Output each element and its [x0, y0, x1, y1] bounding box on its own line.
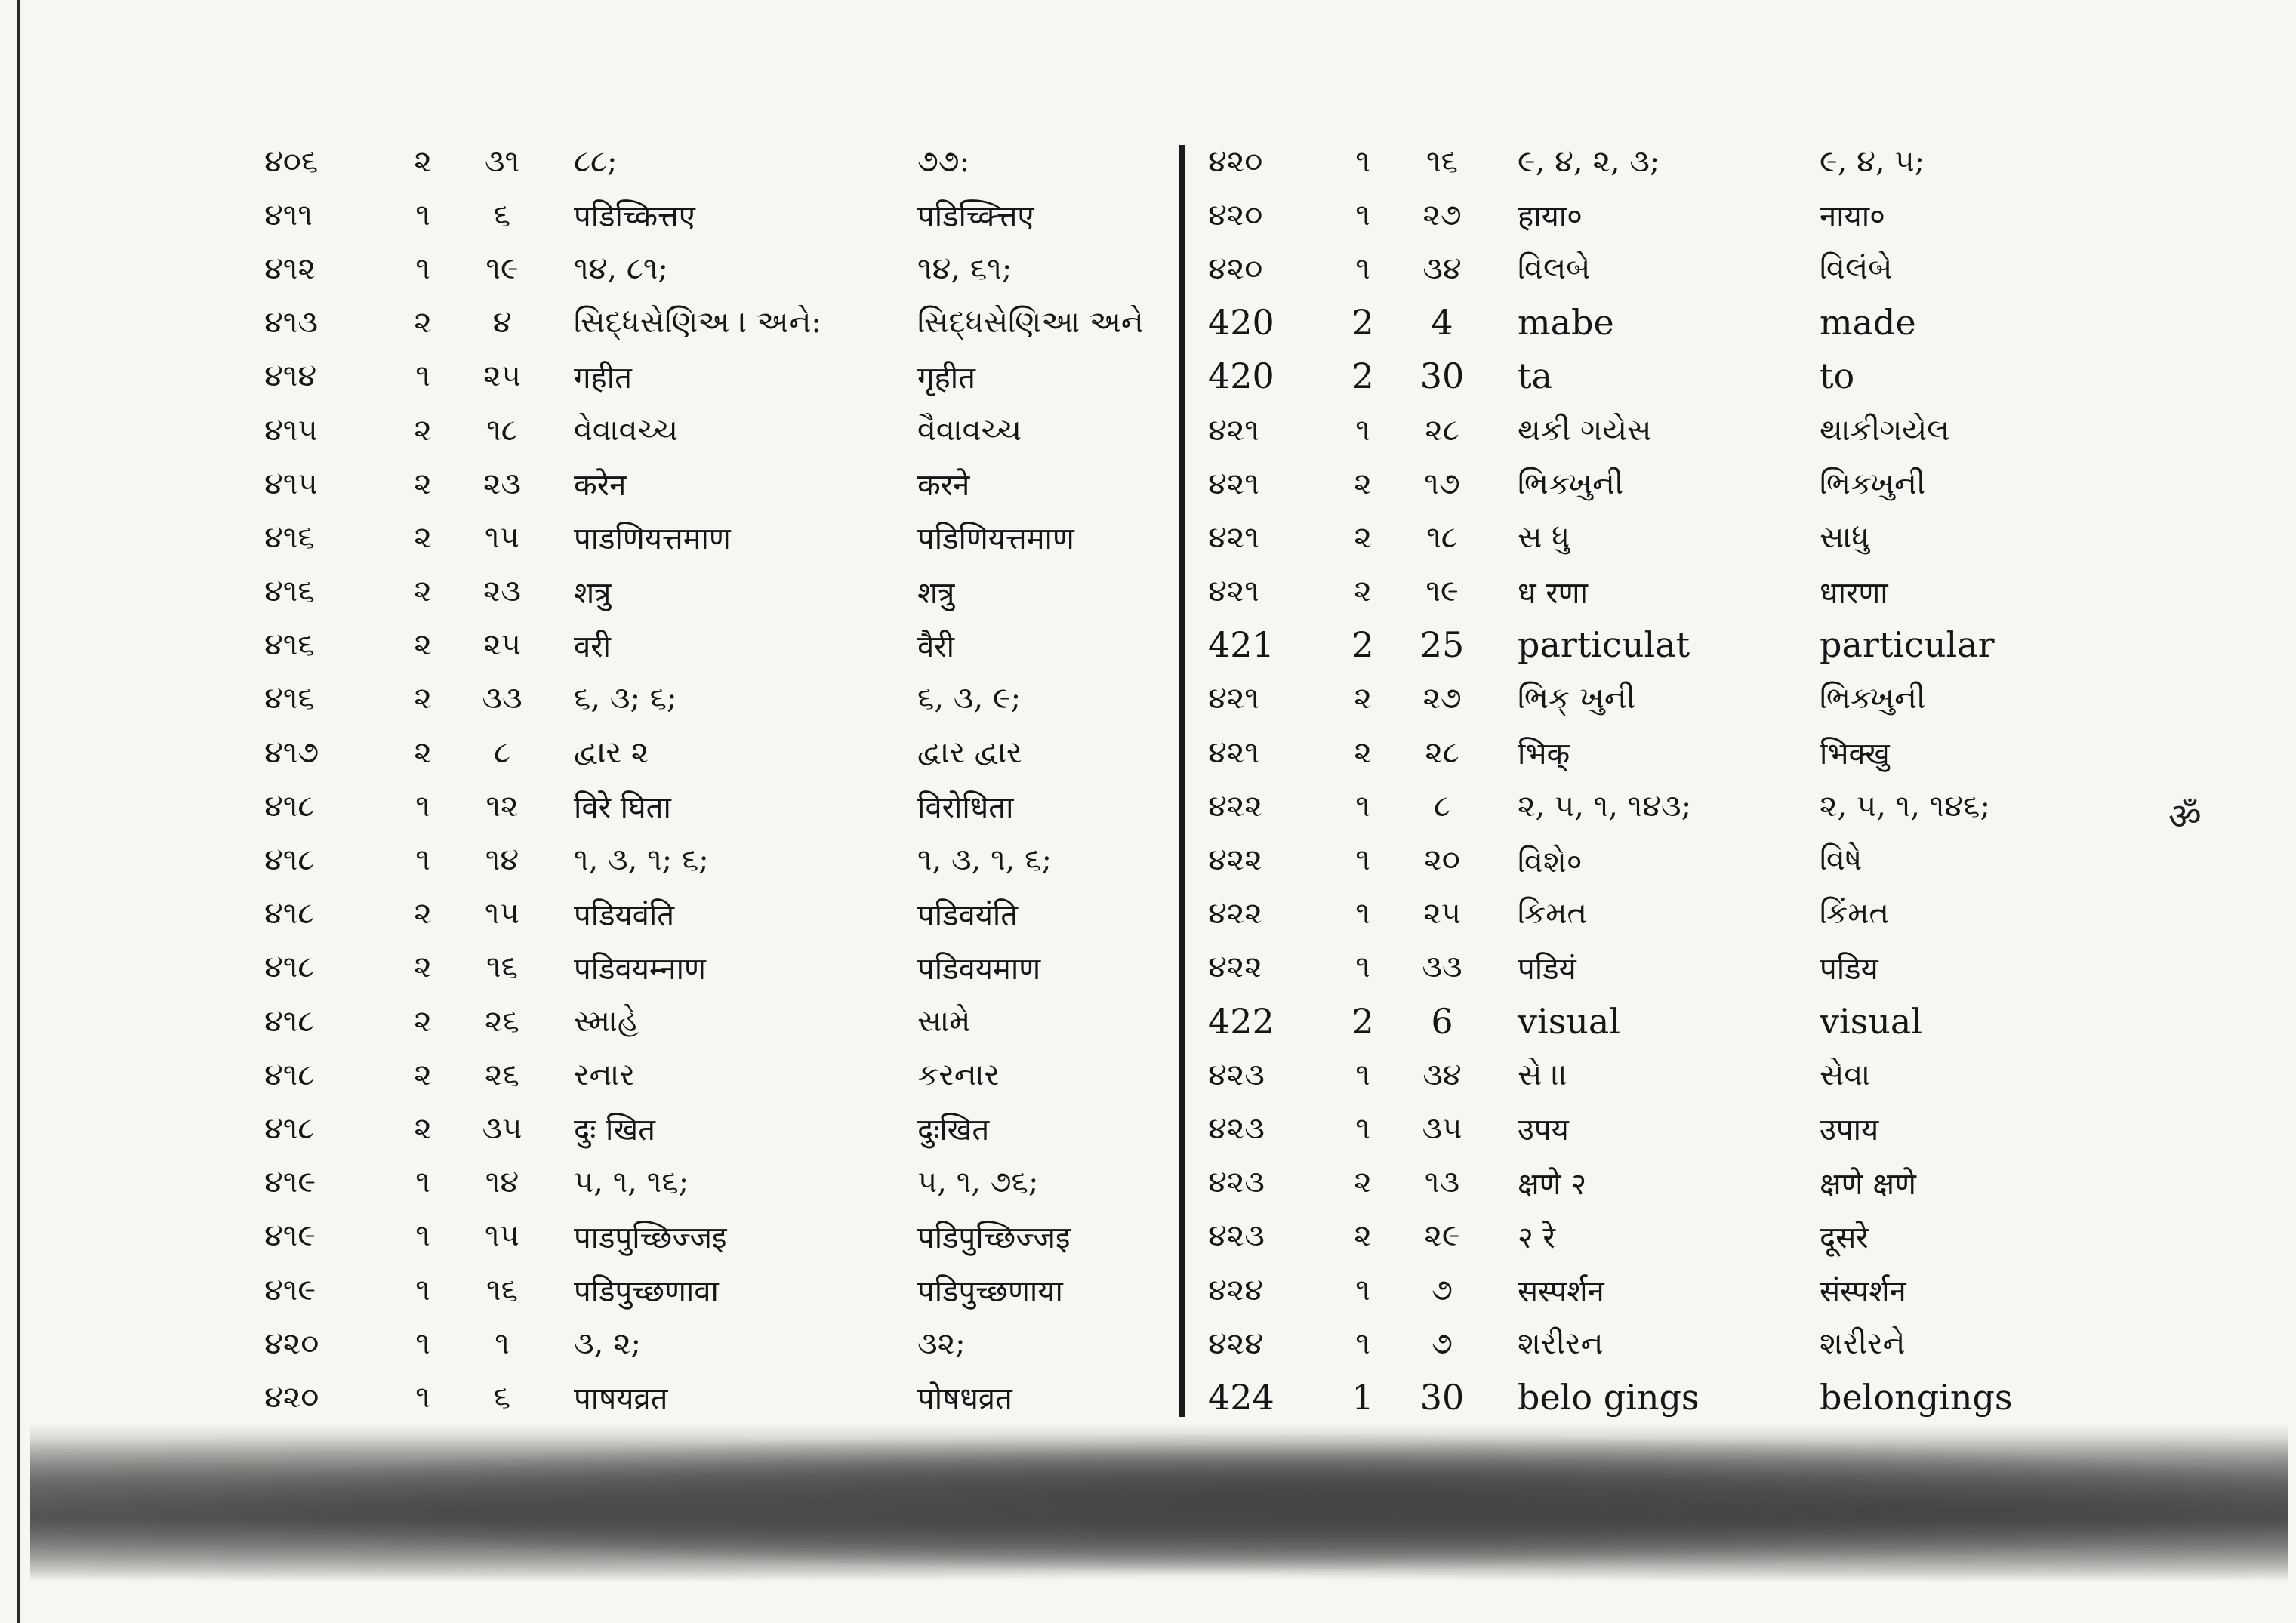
page-number: ૪૨૧	[1208, 466, 1259, 501]
line-number: ૨૬	[485, 1057, 519, 1092]
line-number: ૧૮	[486, 412, 518, 448]
line-number: ૩૩	[482, 681, 522, 716]
corrected-text: गृहीत	[917, 360, 975, 396]
incorrect-text: ૧, ૩, ૧; ૬;	[574, 842, 709, 878]
errata-row	[1200, 672, 2273, 725]
incorrect-text: क्षणे २	[1518, 1166, 1587, 1202]
corrected-text: पडिणियत्तमाण	[917, 522, 1074, 557]
incorrect-text: belo gings	[1518, 1376, 1700, 1418]
errata-row	[249, 1048, 1291, 1101]
incorrect-text: हाया०	[1518, 199, 1583, 235]
errata-row	[1200, 1317, 2273, 1370]
corrected-text: ભિક્ખુની	[1820, 466, 1926, 501]
column-number: ૨	[1354, 574, 1372, 609]
line-number: ૮	[1434, 788, 1450, 824]
corrected-text: ૧૪, ૬૧;	[917, 251, 1012, 286]
errata-row	[1200, 510, 2273, 564]
incorrect-text: पडियं	[1518, 951, 1576, 987]
corrected-text: સામે	[917, 1003, 971, 1039]
incorrect-text: पाडपुच्छिज्जइ	[574, 1220, 727, 1255]
errata-row	[249, 565, 1291, 618]
line-number: ૨૦	[1424, 842, 1460, 878]
page-number: 420	[1208, 302, 1274, 343]
corrected-text: पडिच्क्त्तिए	[917, 199, 1034, 235]
column-number: ૧	[1355, 1326, 1370, 1361]
column-number: ૧	[1355, 197, 1370, 233]
incorrect-text: વેવાવચ્ચ	[574, 412, 678, 448]
corrected-text: શરીરને	[1820, 1326, 1906, 1361]
incorrect-text: ૬, ૩; ૬;	[574, 681, 677, 716]
corrected-text: नाया०	[1820, 199, 1885, 235]
corrected-text: संस्पर्शन	[1820, 1274, 1906, 1310]
incorrect-text: पाडणियत्तमाण	[574, 522, 731, 557]
page-number: ૪૧૯	[264, 1165, 316, 1200]
errata-row	[249, 941, 1291, 994]
line-number: ૨૭	[1422, 197, 1462, 233]
errata-table-right	[1200, 134, 2273, 1424]
corrected-text: દ્વાર દ્વાર	[917, 735, 1022, 770]
column-number: ૧	[1355, 896, 1370, 932]
column-number: ૧	[1355, 143, 1370, 179]
incorrect-text: पडिवयम्नाण	[574, 951, 706, 987]
corrected-text: ભિક્ખુની	[1820, 681, 1926, 716]
page-number: ૪૧૨	[264, 251, 316, 286]
line-number: ૨૫	[483, 627, 521, 663]
corrected-text: ૩૨;	[917, 1326, 966, 1361]
page-number: ૪૧૩	[264, 305, 319, 340]
incorrect-text: સિદ્ધસેણિઅ । અને:	[574, 305, 821, 340]
errata-row	[249, 134, 1291, 188]
corrected-text: ૧, ૩, ૧, ૬;	[917, 842, 1052, 878]
corrected-text: to	[1820, 356, 1855, 397]
column-number: ૨	[414, 519, 432, 555]
page-number: ૪૧૮	[264, 1003, 315, 1039]
line-number: ૨૩	[482, 466, 522, 501]
column-number: ૧	[1355, 842, 1370, 878]
page-number: ૪૧૬	[264, 627, 315, 663]
incorrect-text: ૧૪, ૮૧;	[574, 251, 668, 286]
line-number: ૬	[493, 197, 511, 233]
corrected-text: शत्रु	[917, 575, 955, 611]
incorrect-text: गहीत	[574, 360, 632, 396]
line-number: 30	[1419, 356, 1465, 397]
line-number: ૨૯	[1424, 1218, 1460, 1254]
incorrect-text: उपय	[1518, 1113, 1569, 1148]
line-number: ૧	[495, 1326, 510, 1361]
page-number: ૪૧૫	[264, 412, 318, 448]
line-number: 30	[1419, 1376, 1465, 1418]
corrected-text: पोषधव्रत	[917, 1381, 1012, 1417]
line-number: ૧૯	[485, 251, 519, 286]
corrected-text: उपाय	[1820, 1113, 1879, 1148]
corrected-text: पडिपुच्छिज्जइ	[917, 1220, 1071, 1255]
corrected-text: ૭૭:	[917, 143, 970, 179]
column-number: ૧	[415, 1165, 430, 1200]
incorrect-text: દ્વાર ૨	[574, 735, 649, 770]
errata-row	[249, 1317, 1291, 1370]
page-number: ૪૨૩	[1208, 1218, 1265, 1254]
errata-row	[1200, 1370, 2273, 1424]
page-number: 424	[1208, 1376, 1274, 1418]
errata-row	[1200, 833, 2273, 886]
line-number: ૨૭	[1422, 681, 1462, 716]
page-number: ૪૧૬	[264, 681, 315, 716]
line-number: ૩૩	[1422, 950, 1462, 985]
column-number: ૨	[1354, 735, 1372, 770]
corrected-text: વિલંબે	[1820, 251, 1893, 286]
corrected-text: पडिवयमाण	[917, 951, 1041, 987]
page-number: ૪૧૮	[264, 842, 315, 878]
line-number: ૧૬	[1426, 143, 1458, 179]
incorrect-text: સ્માહે	[574, 1003, 639, 1039]
line-number: ૩૧	[484, 143, 520, 179]
page-number: ૪૧૯	[264, 1272, 316, 1307]
errata-row	[249, 296, 1291, 350]
errata-row	[1200, 1048, 2273, 1101]
line-number: ૪	[492, 305, 512, 340]
column-number: ૨	[414, 1003, 432, 1039]
line-number: ૩૪	[1422, 251, 1462, 286]
ink-mark: ॐ	[2168, 796, 2202, 838]
column-number: 1	[1351, 1376, 1374, 1418]
errata-row	[1200, 1209, 2273, 1263]
line-number: ૨૫	[483, 359, 521, 394]
page-number: ૪૦૬	[264, 143, 319, 179]
line-number: ૧૫	[485, 1218, 519, 1254]
incorrect-text: શરીરન	[1518, 1326, 1604, 1361]
column-number: ૨	[414, 1110, 432, 1146]
incorrect-text: ભિક્ખુની	[1518, 466, 1624, 501]
page-number: ૪૧૪	[264, 359, 317, 394]
corrected-text: થાકીગયેલ	[1820, 412, 1950, 448]
page-number: ૪૧૮	[264, 950, 315, 985]
errata-row	[1200, 134, 2273, 188]
incorrect-text: થકી ગયેસ	[1518, 412, 1652, 448]
corrected-text: વિષે	[1820, 842, 1863, 878]
errata-row	[249, 1263, 1291, 1317]
page-number: ૪૨૪	[1208, 1272, 1264, 1307]
incorrect-text: दुः खित	[574, 1113, 655, 1148]
line-number: ૧૯	[1425, 574, 1459, 609]
column-number: 2	[1351, 302, 1374, 343]
incorrect-text: भिक्	[1518, 737, 1570, 772]
incorrect-text: mabe	[1518, 302, 1614, 343]
page-number: ૪૧૮	[264, 896, 315, 932]
page-number: ૪૨૧	[1208, 519, 1259, 555]
incorrect-text: particulat	[1518, 624, 1690, 666]
line-number: ૮	[494, 735, 510, 770]
corrected-text: पडिवयंति	[917, 898, 1019, 933]
line-number: ૧૩	[1424, 1165, 1460, 1200]
errata-table-left	[249, 134, 1291, 1424]
page-number: ૪૨૦	[264, 1326, 319, 1361]
page-number: ૪૧૮	[264, 788, 315, 824]
scan-shadow	[30, 1423, 2288, 1581]
column-number: ૨	[414, 1057, 432, 1092]
errata-row	[249, 1209, 1291, 1263]
column-number: 2	[1351, 356, 1374, 397]
line-number: 6	[1431, 1000, 1453, 1042]
errata-row	[249, 188, 1291, 242]
errata-row	[1200, 1263, 2273, 1317]
errata-row	[1200, 1101, 2273, 1155]
errata-row	[249, 618, 1291, 672]
line-number: ૭	[1432, 1272, 1453, 1307]
errata-row	[249, 242, 1291, 295]
page-number: ૪૨૨	[1208, 842, 1262, 878]
errata-row	[249, 403, 1291, 457]
incorrect-text: વિલબે	[1518, 251, 1591, 286]
column-number: ૨	[414, 950, 432, 985]
errata-row	[249, 779, 1291, 833]
line-number: ૬	[493, 1379, 511, 1415]
page-number: ૪૧૭	[264, 735, 319, 770]
corrected-text: पडिय	[1820, 951, 1878, 987]
line-number: 25	[1419, 624, 1465, 666]
errata-row	[1200, 941, 2273, 994]
column-number: ૧	[415, 251, 430, 286]
corrected-text: पडिपुच्छणाया	[917, 1274, 1063, 1310]
column-number: 2	[1351, 1000, 1374, 1042]
page-number: 422	[1208, 1000, 1274, 1042]
column-number: ૨	[414, 305, 432, 340]
errata-row	[1200, 994, 2273, 1048]
line-number: ૧૬	[486, 1272, 518, 1307]
line-number: ૨૮	[1425, 412, 1459, 448]
errata-row	[249, 350, 1291, 403]
page-number: ૪૧૮	[264, 1057, 315, 1092]
corrected-text: ૯, ૪, ૫;	[1820, 143, 1925, 179]
column-number: ૧	[415, 1218, 430, 1254]
column-number: ૧	[415, 788, 430, 824]
errata-row	[1200, 403, 2273, 457]
errata-row	[1200, 725, 2273, 779]
page-number: ૪૨૪	[1208, 1326, 1264, 1361]
errata-row	[1200, 618, 2273, 672]
corrected-text: वैरी	[917, 629, 954, 664]
page-number: ૪૨૩	[1208, 1110, 1265, 1146]
page-number: ૪૧૫	[264, 466, 318, 501]
corrected-text: કરનાર	[917, 1057, 1000, 1092]
corrected-text: made	[1820, 302, 1916, 343]
line-number: ૩૫	[482, 1110, 522, 1146]
line-number: 4	[1431, 302, 1453, 343]
column-number: ૨	[1354, 466, 1372, 501]
corrected-text: करने	[917, 468, 970, 504]
column-number: ૧	[1355, 1057, 1370, 1092]
column-number: 2	[1351, 624, 1374, 666]
incorrect-text: રનાર	[574, 1057, 635, 1092]
line-number: ૨૬	[485, 1003, 519, 1039]
page-number: ૪૨૦	[1208, 197, 1263, 233]
column-number: ૨	[414, 574, 432, 609]
column-number: ૨	[1354, 1218, 1372, 1254]
page-number: ૪૨૧	[1208, 412, 1259, 448]
corrected-text: ૨, ૫, ૧, ૧૪૬;	[1820, 788, 1990, 824]
column-number: ૧	[1355, 251, 1370, 286]
errata-row	[1200, 350, 2273, 403]
column-number: ૨	[414, 896, 432, 932]
incorrect-text: ૮૮;	[574, 143, 618, 179]
page-number: ૪૨૨	[1208, 896, 1262, 932]
page-number: ૪૨૦	[1208, 143, 1263, 179]
line-number: ૧૬	[486, 950, 518, 985]
column-number: ૧	[1355, 1272, 1370, 1307]
column-number: ૧	[1355, 788, 1370, 824]
line-number: ૧૪	[485, 1165, 519, 1200]
incorrect-text: पडिच्कित्तए	[574, 199, 695, 235]
corrected-text: કિંમત	[1820, 896, 1890, 932]
corrected-text: ૫, ૧, ૭૬;	[917, 1165, 1039, 1200]
corrected-text: भिक्खु	[1820, 737, 1890, 772]
corrected-text: સેવા	[1820, 1057, 1871, 1092]
line-number: ૨૮	[1425, 735, 1459, 770]
incorrect-text: ૯, ૪, ૨, ૩;	[1518, 143, 1660, 179]
errata-row	[1200, 565, 2273, 618]
line-number: ૭	[1432, 1326, 1453, 1361]
incorrect-text: ૨, ૫, ૧, ૧૪૩;	[1518, 788, 1692, 824]
column-number: ૧	[415, 197, 430, 233]
page-number: ૪૧૬	[264, 519, 315, 555]
incorrect-text: વિશે०	[1518, 844, 1583, 879]
corrected-text: સિદ્ધસેણિઆ અને	[917, 305, 1144, 340]
page-number: ૪૨૦	[1208, 251, 1263, 286]
column-number: ૧	[1355, 412, 1370, 448]
column-number: ૨	[1354, 1165, 1372, 1200]
line-number: ૧૮	[1426, 519, 1458, 555]
page-number: ૪૨૧	[1208, 574, 1259, 609]
page-number: ૪૨૩	[1208, 1057, 1265, 1092]
incorrect-text: ૩, ૨;	[574, 1326, 642, 1361]
line-number: ૨૩	[482, 574, 522, 609]
incorrect-text: पाषयव्रत	[574, 1381, 668, 1417]
column-number: ૧	[415, 842, 430, 878]
corrected-text: ૬, ૩, ૯;	[917, 681, 1022, 716]
errata-row	[1200, 242, 2273, 295]
column-number: ૧	[415, 1379, 430, 1415]
column-divider	[1179, 145, 1185, 1417]
column-number: ૧	[1355, 950, 1370, 985]
errata-row	[1200, 188, 2273, 242]
corrected-text: विरोधिता	[917, 790, 1014, 826]
incorrect-text: ta	[1518, 356, 1552, 397]
errata-row	[249, 994, 1291, 1048]
column-number: ૨	[414, 412, 432, 448]
page-number: ૪૧૬	[264, 574, 315, 609]
corrected-text: belongings	[1820, 1376, 2013, 1418]
errata-row	[249, 510, 1291, 564]
incorrect-text: विरे घिता	[574, 790, 671, 826]
page-number: ૪૧૧	[264, 197, 313, 233]
incorrect-text: पडिपुच्छणावा	[574, 1274, 719, 1310]
errata-row	[1200, 887, 2273, 941]
page-number: ૪૨૨	[1208, 788, 1262, 824]
incorrect-text: करेन	[574, 468, 627, 504]
incorrect-text: पडियवंति	[574, 898, 675, 933]
page-number: ૪૨૧	[1208, 735, 1259, 770]
incorrect-text: ભિક્ ખુની	[1518, 681, 1636, 716]
page-binding-edge	[17, 0, 20, 1623]
corrected-text: दुःखित	[917, 1113, 990, 1148]
errata-row	[1200, 1156, 2273, 1209]
line-number: ૧૪	[485, 842, 519, 878]
incorrect-text: २ रे	[1518, 1220, 1555, 1255]
page-number: ૪૧૮	[264, 1110, 315, 1146]
line-number: ૩૫	[1422, 1110, 1462, 1146]
errata-row	[249, 672, 1291, 725]
column-number: ૧	[415, 1326, 430, 1361]
line-number: ૧૨	[485, 788, 519, 824]
column-number: ૧	[415, 359, 430, 394]
line-number: ૧૭	[1424, 466, 1460, 501]
column-number: ૨	[414, 627, 432, 663]
corrected-text: क्षणे क्षणे	[1820, 1166, 1916, 1202]
column-number: ૨	[414, 681, 432, 716]
column-number: ૧	[1355, 1110, 1370, 1146]
column-number: ૨	[1354, 519, 1372, 555]
line-number: ૨૫	[1423, 896, 1461, 932]
corrected-text: particular	[1820, 624, 1995, 666]
column-number: ૨	[414, 735, 432, 770]
errata-row	[1200, 457, 2273, 510]
incorrect-text: ૫, ૧, ૧૬;	[574, 1165, 689, 1200]
incorrect-text: સે ।।	[1518, 1057, 1568, 1092]
errata-row	[1200, 296, 2273, 350]
incorrect-text: કિમત	[1518, 896, 1588, 932]
errata-row	[249, 457, 1291, 510]
column-number: ૨	[414, 466, 432, 501]
page-number: 421	[1208, 624, 1274, 666]
page-number: ૪૨૨	[1208, 950, 1262, 985]
incorrect-text: शत्रु	[574, 575, 612, 611]
line-number: ૧૫	[485, 896, 519, 932]
corrected-text: धारणा	[1820, 575, 1888, 611]
page-number: ૪૨૩	[1208, 1165, 1265, 1200]
page-number: ૪૨૦	[264, 1379, 319, 1415]
incorrect-text: સ ધુ	[1518, 519, 1570, 555]
column-number: ૨	[414, 143, 432, 179]
line-number: ૧૫	[485, 519, 519, 555]
corrected-text: दूसरे	[1820, 1220, 1869, 1255]
corrected-text: વૈવાવચ્ચ	[917, 412, 1022, 448]
incorrect-text: वरी	[574, 629, 611, 664]
incorrect-text: सस्पर्शन	[1518, 1274, 1604, 1310]
errata-row	[249, 1156, 1291, 1209]
errata-row	[1200, 779, 2273, 833]
page-number: 420	[1208, 356, 1274, 397]
errata-row	[249, 1370, 1291, 1424]
page-number: ૪૧૯	[264, 1218, 316, 1254]
column-number: ૨	[1354, 681, 1372, 716]
errata-row	[249, 1101, 1291, 1155]
errata-row	[249, 833, 1291, 886]
incorrect-text: ध रणा	[1518, 575, 1588, 611]
line-number: ૩૪	[1422, 1057, 1462, 1092]
corrected-text: સાધુ	[1820, 519, 1870, 555]
page-number: ૪૨૧	[1208, 681, 1259, 716]
errata-row	[249, 725, 1291, 779]
incorrect-text: visual	[1518, 1000, 1621, 1042]
corrected-text: visual	[1820, 1000, 1923, 1042]
errata-row	[249, 887, 1291, 941]
column-number: ૧	[415, 1272, 430, 1307]
